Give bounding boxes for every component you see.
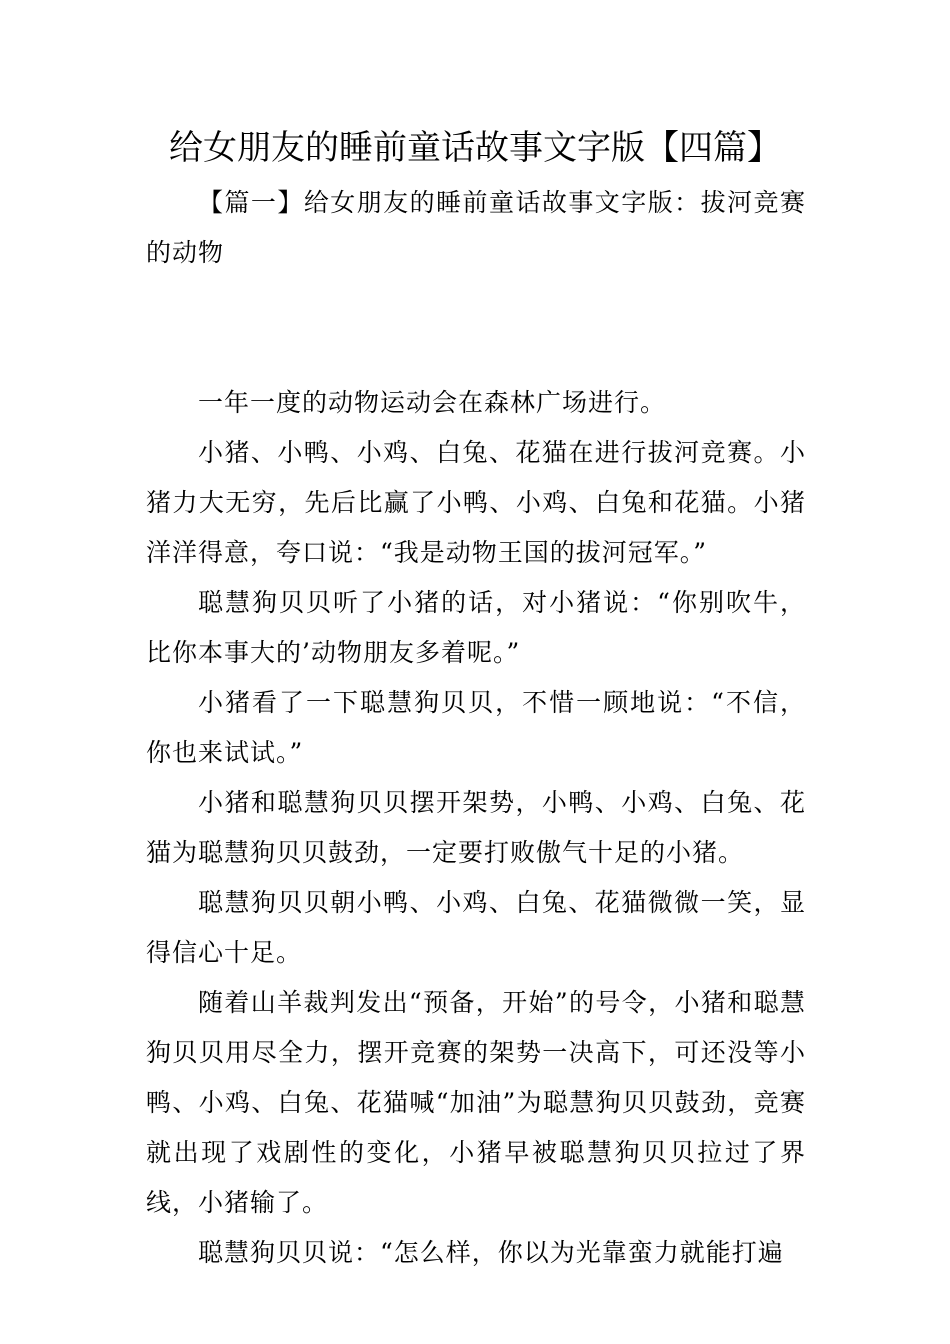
- paragraph: 聪慧狗贝贝说：“怎么样，你以为光靠蛮力就能打遍: [198, 1238, 784, 1267]
- paragraph: 小猪、小鸭、小鸡、白兔、花猫在进行拔河竞赛。小猪力大无穷，先后比赢了小鸭、小鸡、白兔和花猫。小猪洋洋得意，夸口说：“我是动物王国的拔河冠军。”: [146, 438, 806, 567]
- paragraph: 一年一度的动物运动会在森林广场进行。: [198, 388, 667, 417]
- paragraph: 小猪看了一下聪慧狗贝贝，不惜一顾地说：“不信，你也来试试。”: [146, 688, 806, 767]
- document-title: 给女朋友的睡前童话故事文字版【四篇】: [169, 128, 781, 168]
- paragraph: 聪慧狗贝贝朝小鸭、小鸡、白兔、花猫微微一笑，显得信心十足。: [146, 888, 806, 967]
- paragraph: 随着山羊裁判发出“预备，开始”的号令，小猪和聪慧狗贝贝用尽全力，摆开竞赛的架势一决高下，可还没等小鸭、小鸡、白兔、花猫喊“加油”为聪慧狗贝贝鼓劲，竞赛就出现了戏剧性的变化，小猪早被聪慧狗贝贝拉过了界线，小猪输了。: [146, 988, 806, 1217]
- section-heading: 【篇一】给女朋友的睡前童话故事文字版：拔河竞赛的动物: [146, 188, 806, 267]
- document-body: [146, 178, 806, 1278]
- paragraph: 聪慧狗贝贝听了小猪的话，对小猪说：“你别吹牛，比你本事大的’动物朋友多着呢。”: [146, 588, 806, 667]
- paragraph: 小猪和聪慧狗贝贝摆开架势，小鸭、小鸡、白兔、花猫为聪慧狗贝贝鼓劲，一定要打败傲气十足的小猪。: [146, 788, 806, 867]
